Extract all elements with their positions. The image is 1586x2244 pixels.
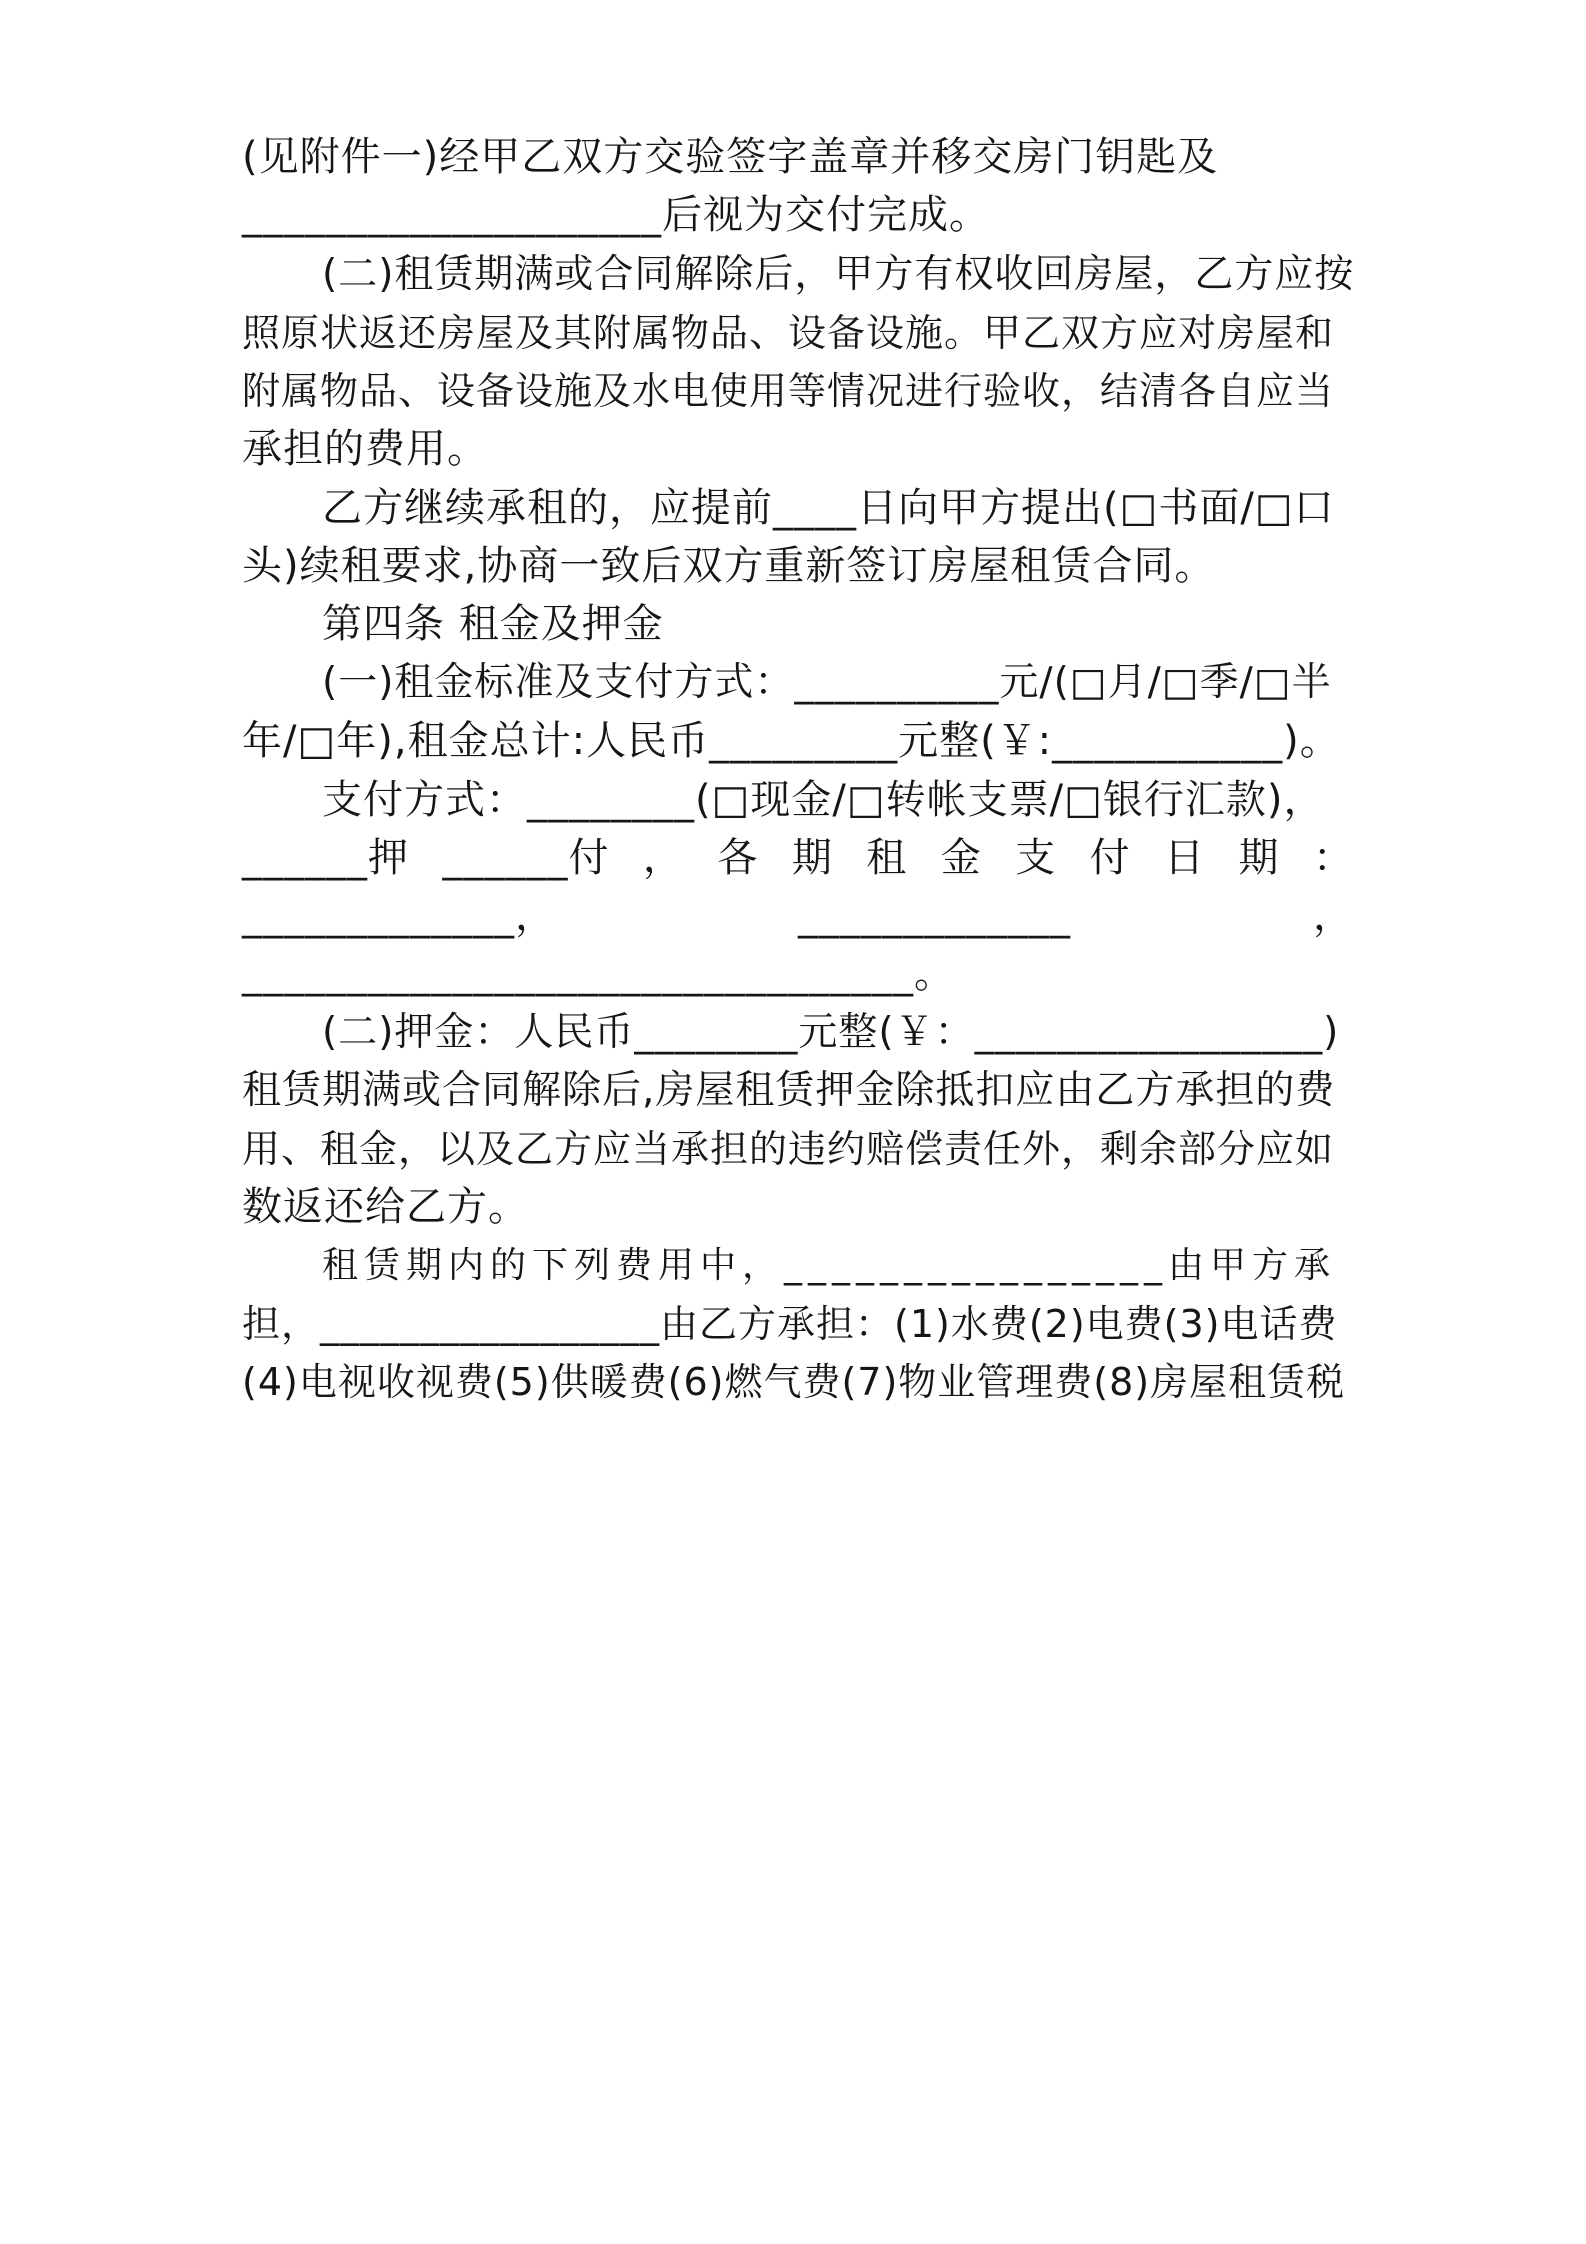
paragraph-first-line: 支付方式：________(□现金/□转帐支票/□银行汇款)， [322,777,1325,823]
payment-date-line [242,886,1354,946]
text-line: 附属物品、设备设施及水电使用等情况进行验收，结清各自应当 [242,369,1335,413]
paragraph-first-line: (一)租金标准及支付方式：__________元/(□月/□季/□半 [322,660,1332,705]
text-line: 承担的费用。 [242,426,488,472]
text-line: 头)续租要求,协商一致后双方重新签订房屋租赁合同。 [242,543,1216,589]
text-char: 日 [1164,835,1206,881]
text-char: 金 [940,835,982,881]
text-char: ， [642,835,684,881]
text-line: (见附件一)经甲乙双方交验签字盖章并移交房门钥匙及 [242,134,1219,180]
text-line: ____________________后视为交付完成。 [242,192,990,238]
text-line: 租赁期满或合同解除后,房屋租赁押金除抵扣应由乙方承担的费 [242,1068,1336,1113]
text-line: 担，_________________由乙方承担：(1)水费(2)电费(3)电话费 [242,1302,1338,1346]
text-char: ： [1312,835,1354,881]
text-char: ， [1313,893,1354,939]
section-heading: 第四条 租金及押金 [322,601,664,647]
paragraph-first-line: (二)押金：人民币________元整(￥：_________________) [322,1010,1340,1055]
paragraph-first-line: 乙方继续承租的，应提前____日向甲方提出(□书面/□口 [322,485,1335,531]
text-line: 数返还给乙方。 [242,1184,529,1230]
text-line: 照原状返还房屋及其附属物品、设备设施。甲乙双方应对房屋和 [242,311,1335,355]
date-blank-2: _____________ [798,893,1071,939]
text-char: 各 [717,835,759,881]
text-char: 租 [866,835,908,881]
payment-period-line [242,828,1354,888]
text-char: 期 [791,835,833,881]
paragraph-first-line: (二)租赁期满或合同解除后，甲方有权收回房屋，乙方应按 [322,252,1355,297]
text-char: 付 [1089,835,1131,881]
date-blank-1: _____________， [242,893,556,939]
text-line: (4)电视收视费(5)供暖费(6)燃气费(7)物业管理费(8)房屋租赁税 [242,1360,1346,1404]
pay-blank: ______付 [442,835,610,881]
text-char: 支 [1015,835,1057,881]
paragraph-first-line: 租赁期内的下列费用中，________________由甲方承 [322,1245,1337,1286]
text-char: 期 [1238,835,1280,881]
deposit-blank: ______押 [242,835,409,881]
text-line: 用、租金，以及乙方应当承担的违约赔偿责任外，剩余部分应如 [242,1127,1335,1171]
text-line: 年/□年),租金总计:人民币_________元整(￥:___________)。 [242,718,1341,764]
final-date-blank: ________________________________。 [242,951,955,997]
